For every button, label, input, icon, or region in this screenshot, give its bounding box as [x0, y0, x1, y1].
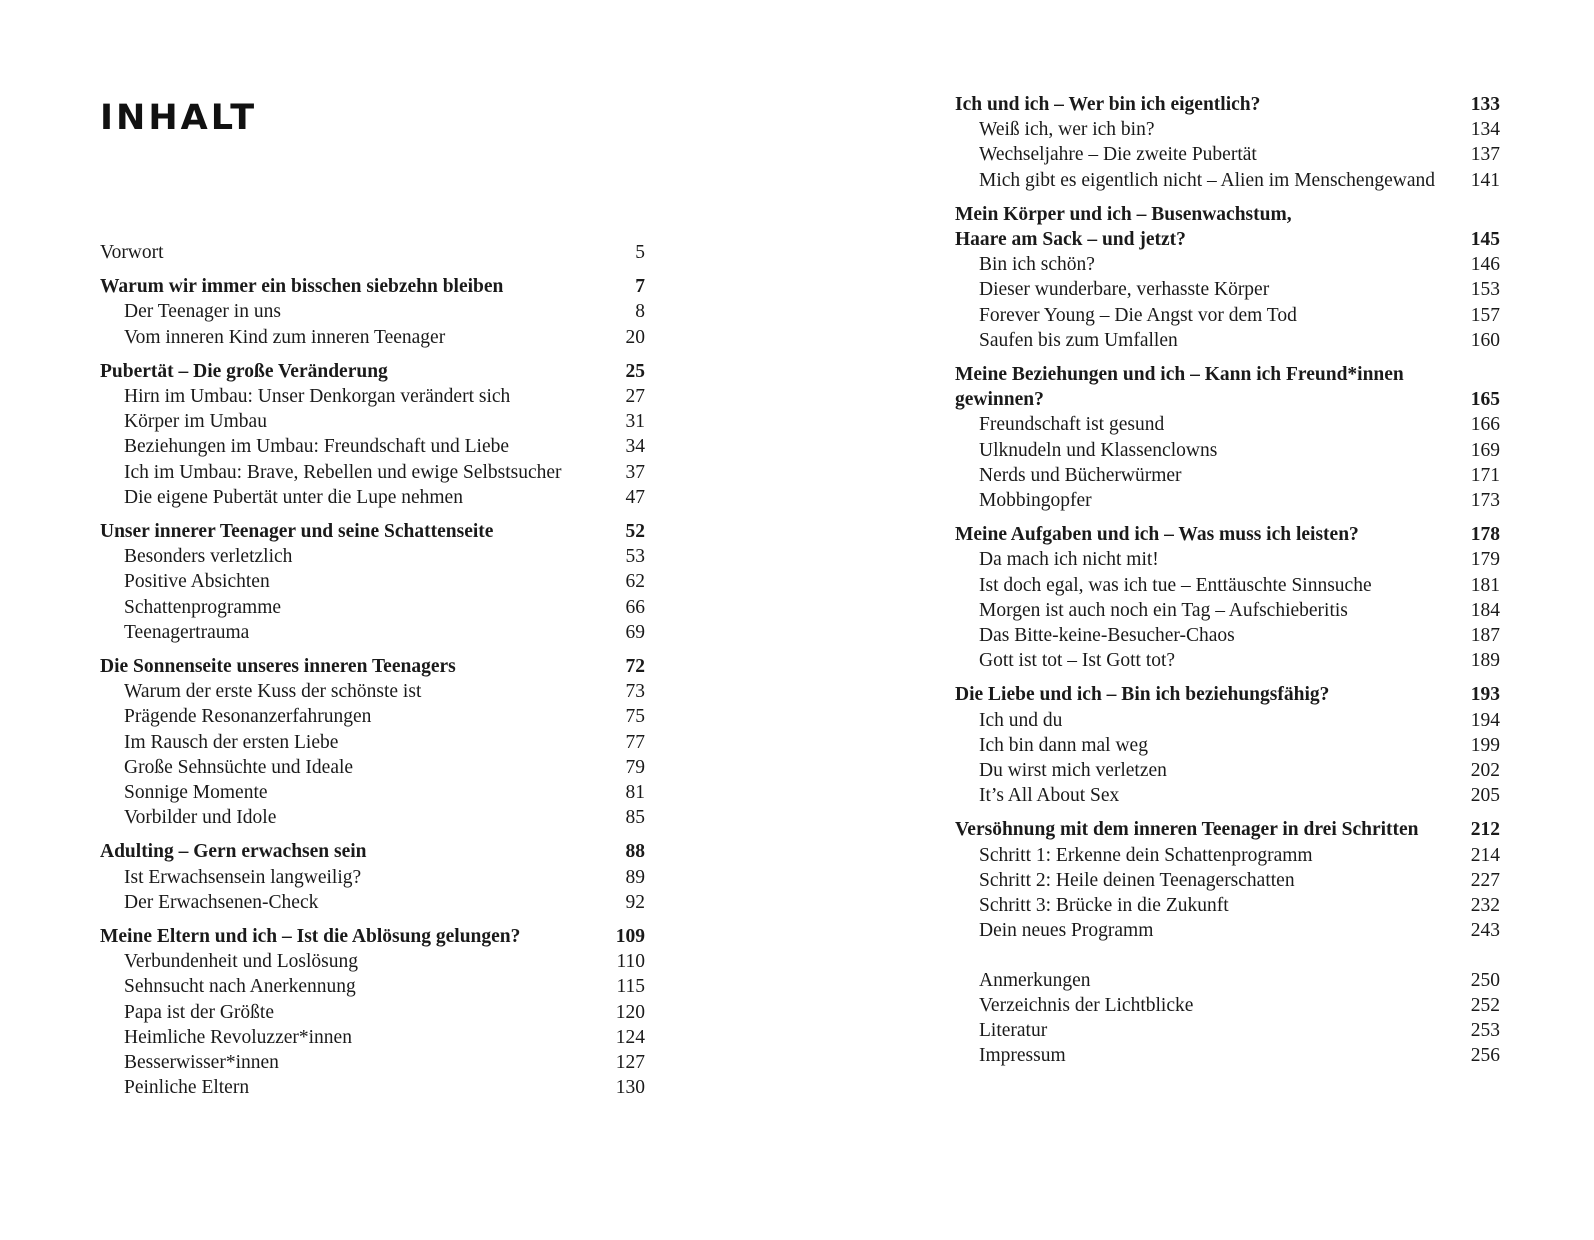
toc-title: Schritt 1: Erkenne dein Schattenprogramm — [979, 844, 1313, 866]
toc-chapter — [100, 519, 645, 544]
toc-chapter — [955, 227, 1500, 252]
toc-page-number: 53 — [625, 546, 645, 568]
toc-page-number: 85 — [625, 807, 645, 829]
toc-title: Beziehungen im Umbau: Freundschaft und Liebe — [124, 436, 510, 458]
toc-section — [955, 277, 1500, 302]
toc-page-number: 243 — [1470, 920, 1500, 942]
toc-page-number: 181 — [1470, 574, 1500, 596]
toc-title: Sehnsucht nach Anerkennung — [124, 976, 356, 998]
toc-title: Morgen ist auch noch ein Tag – Aufschieberitis — [979, 599, 1348, 621]
toc-page-number: 253 — [1470, 1019, 1500, 1041]
toc-page-number: 73 — [625, 681, 645, 703]
toc-page-number: 137 — [1470, 144, 1500, 166]
toc-page-number: 202 — [1470, 760, 1500, 782]
toc-title: Weiß ich, wer ich bin? — [979, 119, 1155, 141]
toc-page-number: 130 — [615, 1077, 645, 1099]
toc-title: Im Rausch der ersten Liebe — [124, 731, 339, 753]
toc-title: Teenagertrauma — [124, 621, 250, 643]
toc-page-number: 193 — [1470, 684, 1500, 706]
toc-page-number: 8 — [635, 301, 645, 323]
toc-page-number: 47 — [625, 486, 645, 508]
toc-page-number: 184 — [1470, 599, 1500, 621]
toc-page-number: 27 — [625, 386, 645, 408]
toc-section — [100, 409, 645, 434]
toc-page-number: 89 — [625, 866, 645, 888]
toc-section — [100, 780, 645, 805]
toc-section — [100, 434, 645, 459]
toc-section — [955, 1043, 1500, 1068]
toc-section — [955, 893, 1500, 918]
toc-page-number: 256 — [1470, 1045, 1500, 1067]
toc-section — [100, 620, 645, 645]
toc-title: Schritt 2: Heile deinen Teenagerschatten — [979, 869, 1295, 891]
toc-page-number: 214 — [1470, 844, 1500, 866]
toc-page-number: 165 — [1470, 389, 1500, 411]
toc-section — [955, 463, 1500, 488]
toc-page-number: 72 — [625, 656, 645, 678]
toc-page-number: 52 — [625, 521, 645, 543]
toc-page-number: 133 — [1470, 94, 1500, 115]
toc-title: gewinnen? — [955, 389, 1044, 411]
toc-page-number: 232 — [1470, 895, 1500, 917]
toc-page-number: 66 — [625, 596, 645, 618]
toc-page-number: 88 — [625, 841, 645, 863]
toc-section — [955, 412, 1500, 437]
toc-section — [100, 485, 645, 510]
page-heading: INHALT — [100, 98, 258, 138]
toc-section — [955, 547, 1500, 572]
toc-title: It’s All About Sex — [979, 785, 1120, 807]
toc-page-number: 5 — [635, 242, 645, 263]
toc-page-number: 127 — [615, 1052, 645, 1074]
toc-chapter — [100, 654, 645, 679]
toc-page-number: 212 — [1470, 819, 1500, 841]
toc-title: Meine Aufgaben und ich – Was muss ich leisten? — [955, 524, 1359, 546]
toc-section — [100, 1075, 645, 1100]
toc-title: Literatur — [979, 1019, 1048, 1041]
toc-title: Warum wir immer ein bisschen siebzehn bleiben — [100, 276, 504, 298]
toc-section — [955, 758, 1500, 783]
toc-title: Verzeichnis der Lichtblicke — [979, 994, 1194, 1016]
toc-page-number: 173 — [1470, 490, 1500, 512]
toc-title: Die eigene Pubertät unter die Lupe nehmen — [124, 486, 463, 508]
toc-section — [100, 1050, 645, 1075]
toc-chapter — [100, 359, 645, 384]
toc-title: Vom inneren Kind zum inneren Teenager — [124, 326, 446, 348]
toc-section — [955, 168, 1500, 193]
toc-title: Forever Young – Die Angst vor dem Tod — [979, 304, 1297, 326]
toc-page-number: 62 — [625, 571, 645, 593]
toc-title: Da mach ich nicht mit! — [979, 549, 1159, 571]
toc-page-number: 160 — [1470, 329, 1500, 351]
toc-section — [100, 1000, 645, 1025]
toc-chapter — [100, 274, 645, 299]
toc-section — [955, 117, 1500, 142]
toc-title: Die Sonnenseite unseres inneren Teenagers — [100, 656, 456, 678]
toc-title: Meine Eltern und ich – Ist die Ablösung gelungen? — [100, 926, 521, 948]
toc-chapter — [955, 682, 1500, 707]
toc-page-number: 115 — [616, 976, 645, 998]
toc-page-number: 227 — [1470, 869, 1500, 891]
toc-page-number: 75 — [625, 706, 645, 728]
toc-section — [100, 569, 645, 594]
toc-section — [955, 843, 1500, 868]
toc-title: Ich und ich – Wer bin ich eigentlich? — [955, 94, 1261, 115]
toc-section — [100, 704, 645, 729]
toc-title: Warum der erste Kuss der schönste ist — [124, 681, 422, 703]
toc-title: Große Sehnsüchte und Ideale — [124, 756, 354, 778]
toc-chapter — [955, 387, 1500, 412]
toc-page-number: 171 — [1470, 464, 1500, 486]
toc-title: Vorwort — [100, 242, 164, 263]
toc-title: Bin ich schön? — [979, 254, 1095, 276]
toc-section — [100, 890, 645, 915]
toc-page-number: 34 — [625, 436, 645, 458]
toc-page-number: 20 — [625, 326, 645, 348]
toc-section — [100, 865, 645, 890]
toc-title: Dein neues Programm — [979, 920, 1154, 942]
toc-title: Freundschaft ist gesund — [979, 414, 1165, 436]
toc-section — [955, 918, 1500, 943]
toc-title: Schritt 3: Brücke in die Zukunft — [979, 895, 1229, 917]
toc-title: Du wirst mich verletzen — [979, 760, 1167, 782]
toc-page-number: 205 — [1470, 785, 1500, 807]
toc-section — [955, 488, 1500, 513]
toc-section — [955, 648, 1500, 673]
toc-section — [955, 142, 1500, 167]
toc-page-number: 141 — [1470, 169, 1500, 191]
toc-section — [955, 783, 1500, 808]
toc-section — [100, 949, 645, 974]
toc-page-number: 189 — [1470, 650, 1500, 672]
toc-section — [100, 805, 645, 830]
toc-title: Verbundenheit und Loslösung — [124, 951, 358, 973]
toc-section — [955, 968, 1500, 993]
toc-page-number: 178 — [1470, 524, 1500, 546]
toc-section — [955, 868, 1500, 893]
toc-page-number: 145 — [1470, 229, 1500, 251]
toc-title: Haare am Sack – und jetzt? — [955, 229, 1186, 251]
toc-section — [955, 1018, 1500, 1043]
toc-title: Das Bitte-keine-Besucher-Chaos — [979, 625, 1235, 647]
toc-title: Positive Absichten — [124, 571, 270, 593]
toc-title: Hirn im Umbau: Unser Denkorgan verändert sich — [124, 386, 511, 408]
toc-section — [955, 993, 1500, 1018]
toc-title: Besonders verletzlich — [124, 546, 293, 568]
toc-section — [100, 299, 645, 324]
toc-page-number: 109 — [615, 926, 645, 948]
toc-title: Ist Erwachsensein langweilig? — [124, 866, 362, 888]
toc-page-number: 25 — [625, 360, 645, 382]
toc-page-number: 179 — [1470, 549, 1500, 571]
toc-title: Ist doch egal, was ich tue – Enttäuschte Sinnsuche — [979, 574, 1372, 596]
toc-page-number: 169 — [1470, 439, 1500, 461]
toc-title: Der Teenager in uns — [124, 301, 281, 323]
toc-title: Die Liebe und ich – Bin ich beziehungsfähig? — [955, 684, 1330, 706]
toc-title: Adulting – Gern erwachsen sein — [100, 841, 367, 863]
toc-title: Der Erwachsenen-Check — [124, 891, 319, 913]
toc-section — [100, 1025, 645, 1050]
toc-section — [100, 730, 645, 755]
toc-title: Besserwisser*innen — [124, 1052, 279, 1074]
toc-title: Gott ist tot – Ist Gott tot? — [979, 650, 1176, 672]
toc-title: Vorbilder und Idole — [124, 807, 277, 829]
toc-chapter — [955, 817, 1500, 842]
toc-chapter — [100, 839, 645, 864]
toc-section — [955, 252, 1500, 277]
toc-page-number: 157 — [1470, 304, 1500, 326]
toc-page-number: 166 — [1470, 414, 1500, 436]
toc-section — [955, 438, 1500, 463]
toc-chapter — [100, 924, 645, 949]
toc-section — [955, 623, 1500, 648]
toc-title: Ich im Umbau: Brave, Rebellen und ewige Selbstsucher — [124, 461, 562, 483]
toc-title: Versöhnung mit dem inneren Teenager in drei Schritten — [955, 819, 1419, 841]
toc-title: Mich gibt es eigentlich nicht – Alien im Menschengewand — [979, 169, 1435, 191]
toc-entry — [100, 240, 645, 265]
toc-title: Sonnige Momente — [124, 782, 268, 804]
toc-title: Unser innerer Teenager und seine Schattenseite — [100, 521, 494, 543]
toc-page-number: 81 — [625, 782, 645, 804]
toc-left-column — [100, 240, 645, 1101]
toc-title: Heimliche Revoluzzer*innen — [124, 1026, 352, 1048]
toc-page-number: 92 — [625, 891, 645, 913]
toc-section — [100, 544, 645, 569]
toc-title: Mobbingopfer — [979, 490, 1092, 512]
toc-page-number: 250 — [1470, 969, 1500, 991]
toc-chapter — [955, 92, 1500, 117]
toc-chapter — [955, 522, 1500, 547]
toc-section — [955, 598, 1500, 623]
toc-page-number: 120 — [615, 1001, 645, 1023]
toc-title: Pubertät – Die große Veränderung — [100, 360, 388, 382]
toc-title: Schattenprogramme — [124, 596, 282, 618]
toc-section — [100, 755, 645, 780]
toc-page-number: 134 — [1470, 119, 1500, 141]
toc-title: Nerds und Bücherwürmer — [979, 464, 1182, 486]
toc-title: Papa ist der Größte — [124, 1001, 275, 1023]
toc-page-number: 77 — [625, 731, 645, 753]
toc-section — [100, 595, 645, 620]
toc-chapter-title-line: Meine Beziehungen und ich – Kann ich Freund*innen — [955, 364, 1404, 386]
toc-section — [100, 974, 645, 999]
toc-page-number: 37 — [625, 461, 645, 483]
toc-section — [100, 325, 645, 350]
toc-title: Saufen bis zum Umfallen — [979, 329, 1178, 351]
toc-section — [100, 384, 645, 409]
toc-title: Ich bin dann mal weg — [979, 734, 1148, 756]
toc-section — [100, 460, 645, 485]
toc-right-column — [955, 92, 1500, 1068]
toc-section — [955, 733, 1500, 758]
toc-page-number: 110 — [616, 951, 645, 973]
toc-title: Anmerkungen — [979, 969, 1091, 991]
toc-page-number: 187 — [1470, 625, 1500, 647]
toc-page-number: 79 — [625, 756, 645, 778]
toc-section — [955, 303, 1500, 328]
toc-page-number: 252 — [1470, 994, 1500, 1016]
toc-page-number: 199 — [1470, 734, 1500, 756]
toc-title: Wechseljahre – Die zweite Pubertät — [979, 144, 1257, 166]
toc-page-number: 69 — [625, 621, 645, 643]
toc-section — [955, 328, 1500, 353]
toc-section — [955, 708, 1500, 733]
toc-section — [100, 679, 645, 704]
toc-section — [955, 573, 1500, 598]
toc-page-number: 194 — [1470, 709, 1500, 731]
toc-page-number: 153 — [1470, 279, 1500, 301]
toc-title: Ich und du — [979, 709, 1063, 731]
toc-title: Körper im Umbau — [124, 411, 267, 433]
toc-page-number: 7 — [635, 276, 645, 298]
toc-title: Peinliche Eltern — [124, 1077, 250, 1099]
toc-page-number: 124 — [615, 1026, 645, 1048]
toc-title: Impressum — [979, 1045, 1066, 1067]
toc-title: Prägende Resonanzerfahrungen — [124, 706, 372, 728]
toc-page-number: 31 — [625, 411, 645, 433]
toc-title: Ulknudeln und Klassenclowns — [979, 439, 1218, 461]
toc-chapter-title-line: Mein Körper und ich – Busenwachstum, — [955, 203, 1292, 225]
toc-page-number: 146 — [1470, 254, 1500, 276]
toc-title: Dieser wunderbare, verhasste Körper — [979, 279, 1270, 301]
